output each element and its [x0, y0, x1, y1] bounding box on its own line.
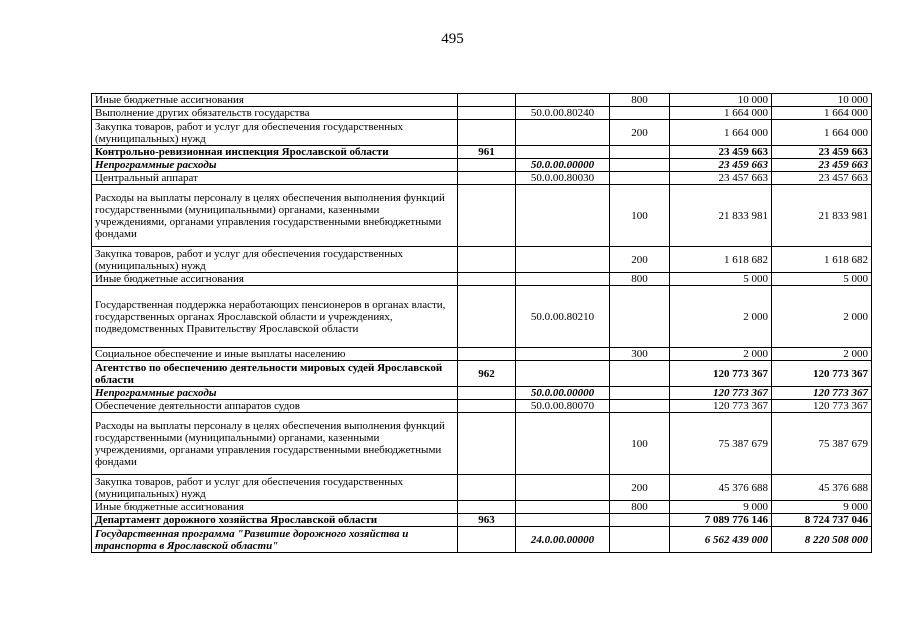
row-name-cell: Агентство по обеспечению деятельности мировых судей Ярославской области: [92, 361, 458, 387]
row-expense-type-cell: 800: [610, 501, 670, 514]
row-expense-type-cell: 800: [610, 273, 670, 286]
row-name-cell: Иные бюджетные ассигнования: [92, 273, 458, 286]
table-row: [92, 120, 872, 146]
row-target-article-cell: [516, 413, 610, 475]
row-target-article-cell: 50.0.00.80070: [516, 400, 610, 413]
row-amount-year1-cell: 6 562 439 000: [670, 527, 772, 553]
row-amount-year1-cell: 1 618 682: [670, 247, 772, 273]
row-name-cell: Иные бюджетные ассигнования: [92, 501, 458, 514]
page-number: 495: [441, 31, 464, 47]
row-target-article-cell: 50.0.00.00000: [516, 387, 610, 400]
row-expense-type-cell: [610, 514, 670, 527]
row-expense-type-cell: [610, 107, 670, 120]
row-amount-year2-cell: 5 000: [772, 273, 872, 286]
row-target-article-cell: 24.0.00.00000: [516, 527, 610, 553]
row-amount-year2-cell: 1 618 682: [772, 247, 872, 273]
budget-table: [91, 93, 872, 553]
row-amount-year2-cell: 120 773 367: [772, 361, 872, 387]
row-target-article-cell: [516, 348, 610, 361]
table-row: [92, 247, 872, 273]
row-amount-year1-cell: 7 089 776 146: [670, 514, 772, 527]
row-name-cell: Государственная поддержка неработающих пенсионеров в органах власти, государственных органах Ярославской области и учреждениях, подведомственных Правительству Ярославской области: [92, 286, 458, 348]
row-name-cell: Закупка товаров, работ и услуг для обеспечения государственных (муниципальных) нужд: [92, 247, 458, 273]
table-row: [92, 172, 872, 185]
row-amount-year2-cell: 1 664 000: [772, 120, 872, 146]
row-name-cell: Центральный аппарат: [92, 172, 458, 185]
row-expense-type-cell: [610, 159, 670, 172]
row-amount-year1-cell: 21 833 981: [670, 185, 772, 247]
table-row: [92, 107, 872, 120]
row-expense-type-cell: 100: [610, 185, 670, 247]
row-amount-year1-cell: 1 664 000: [670, 107, 772, 120]
row-amount-year1-cell: 2 000: [670, 286, 772, 348]
row-target-article-cell: [516, 361, 610, 387]
row-expense-type-cell: 300: [610, 348, 670, 361]
row-target-article-cell: [516, 185, 610, 247]
row-name-cell: Закупка товаров, работ и услуг для обеспечения государственных (муниципальных) нужд: [92, 475, 458, 501]
row-target-article-cell: [516, 247, 610, 273]
table-row: [92, 273, 872, 286]
row-expense-type-cell: 200: [610, 247, 670, 273]
row-amount-year2-cell: 120 773 367: [772, 387, 872, 400]
row-amount-year2-cell: 2 000: [772, 348, 872, 361]
row-target-article-cell: 50.0.00.80030: [516, 172, 610, 185]
table-row: [92, 501, 872, 514]
row-target-article-cell: [516, 475, 610, 501]
row-department-code-cell: 961: [458, 146, 516, 159]
row-department-code-cell: [458, 475, 516, 501]
row-department-code-cell: [458, 120, 516, 146]
row-department-code-cell: [458, 387, 516, 400]
row-amount-year2-cell: 10 000: [772, 94, 872, 107]
row-department-code-cell: 963: [458, 514, 516, 527]
row-department-code-cell: [458, 286, 516, 348]
row-name-cell: Обеспечение деятельности аппаратов судов: [92, 400, 458, 413]
row-name-cell: Государственная программа "Развитие дорожного хозяйства и транспорта в Ярославской области": [92, 527, 458, 553]
row-name-cell: Непрограммные расходы: [92, 387, 458, 400]
row-amount-year1-cell: 45 376 688: [670, 475, 772, 501]
row-target-article-cell: 50.0.00.80240: [516, 107, 610, 120]
row-name-cell: Департамент дорожного хозяйства Ярославской области: [92, 514, 458, 527]
row-target-article-cell: [516, 514, 610, 527]
row-department-code-cell: [458, 94, 516, 107]
row-amount-year2-cell: 1 664 000: [772, 107, 872, 120]
row-amount-year2-cell: 45 376 688: [772, 475, 872, 501]
budget-table-body: [92, 94, 872, 553]
table-row: [92, 514, 872, 527]
row-name-cell: Расходы на выплаты персоналу в целях обеспечения выполнения функций государственными (муниципальными) органами, казенными учреждениями, органами управления государственными внебюджетными фондами: [92, 413, 458, 475]
row-name-cell: Контрольно-ревизионная инспекция Ярославской области: [92, 146, 458, 159]
row-department-code-cell: [458, 273, 516, 286]
row-department-code-cell: 962: [458, 361, 516, 387]
row-target-article-cell: [516, 501, 610, 514]
row-amount-year2-cell: 23 459 663: [772, 159, 872, 172]
row-target-article-cell: [516, 146, 610, 159]
row-name-cell: Социальное обеспечение и иные выплаты населению: [92, 348, 458, 361]
table-row: [92, 400, 872, 413]
table-row: [92, 527, 872, 553]
row-expense-type-cell: 200: [610, 475, 670, 501]
row-department-code-cell: [458, 247, 516, 273]
row-expense-type-cell: [610, 286, 670, 348]
row-expense-type-cell: [610, 361, 670, 387]
row-target-article-cell: [516, 94, 610, 107]
row-expense-type-cell: [610, 172, 670, 185]
row-expense-type-cell: 800: [610, 94, 670, 107]
row-amount-year2-cell: 8 724 737 046: [772, 514, 872, 527]
table-row: [92, 475, 872, 501]
row-amount-year2-cell: 120 773 367: [772, 400, 872, 413]
row-department-code-cell: [458, 185, 516, 247]
table-row: [92, 185, 872, 247]
row-amount-year1-cell: 120 773 367: [670, 400, 772, 413]
row-amount-year1-cell: 75 387 679: [670, 413, 772, 475]
row-amount-year1-cell: 9 000: [670, 501, 772, 514]
row-department-code-cell: [458, 159, 516, 172]
row-amount-year2-cell: 21 833 981: [772, 185, 872, 247]
row-expense-type-cell: [610, 527, 670, 553]
row-department-code-cell: [458, 527, 516, 553]
row-target-article-cell: 50.0.00.00000: [516, 159, 610, 172]
row-expense-type-cell: [610, 400, 670, 413]
row-amount-year1-cell: 23 457 663: [670, 172, 772, 185]
table-row: [92, 361, 872, 387]
row-department-code-cell: [458, 413, 516, 475]
row-amount-year2-cell: 9 000: [772, 501, 872, 514]
row-amount-year2-cell: 2 000: [772, 286, 872, 348]
row-name-cell: Выполнение других обязательств государства: [92, 107, 458, 120]
row-amount-year2-cell: 75 387 679: [772, 413, 872, 475]
row-name-cell: Закупка товаров, работ и услуг для обеспечения государственных (муниципальных) нужд: [92, 120, 458, 146]
row-amount-year1-cell: 23 459 663: [670, 159, 772, 172]
row-name-cell: Расходы на выплаты персоналу в целях обеспечения выполнения функций государственными (муниципальными) органами, казенными учреждениями, органами управления государственными внебюджетными фондами: [92, 185, 458, 247]
table-row: [92, 146, 872, 159]
row-amount-year2-cell: 23 457 663: [772, 172, 872, 185]
row-expense-type-cell: [610, 387, 670, 400]
row-expense-type-cell: 200: [610, 120, 670, 146]
table-row: [92, 94, 872, 107]
row-department-code-cell: [458, 172, 516, 185]
row-name-cell: Иные бюджетные ассигнования: [92, 94, 458, 107]
row-amount-year1-cell: 120 773 367: [670, 387, 772, 400]
row-amount-year1-cell: 23 459 663: [670, 146, 772, 159]
row-amount-year1-cell: 5 000: [670, 273, 772, 286]
row-department-code-cell: [458, 348, 516, 361]
row-amount-year1-cell: 2 000: [670, 348, 772, 361]
row-target-article-cell: 50.0.00.80210: [516, 286, 610, 348]
row-department-code-cell: [458, 107, 516, 120]
row-amount-year2-cell: 23 459 663: [772, 146, 872, 159]
table-row: [92, 387, 872, 400]
row-target-article-cell: [516, 273, 610, 286]
row-department-code-cell: [458, 501, 516, 514]
row-target-article-cell: [516, 120, 610, 146]
row-amount-year1-cell: 120 773 367: [670, 361, 772, 387]
row-name-cell: Непрограммные расходы: [92, 159, 458, 172]
table-row: [92, 413, 872, 475]
row-amount-year1-cell: 10 000: [670, 94, 772, 107]
row-expense-type-cell: [610, 146, 670, 159]
row-expense-type-cell: 100: [610, 413, 670, 475]
table-row: [92, 286, 872, 348]
table-row: [92, 348, 872, 361]
row-amount-year1-cell: 1 664 000: [670, 120, 772, 146]
table-row: [92, 159, 872, 172]
row-amount-year2-cell: 8 220 508 000: [772, 527, 872, 553]
row-department-code-cell: [458, 400, 516, 413]
